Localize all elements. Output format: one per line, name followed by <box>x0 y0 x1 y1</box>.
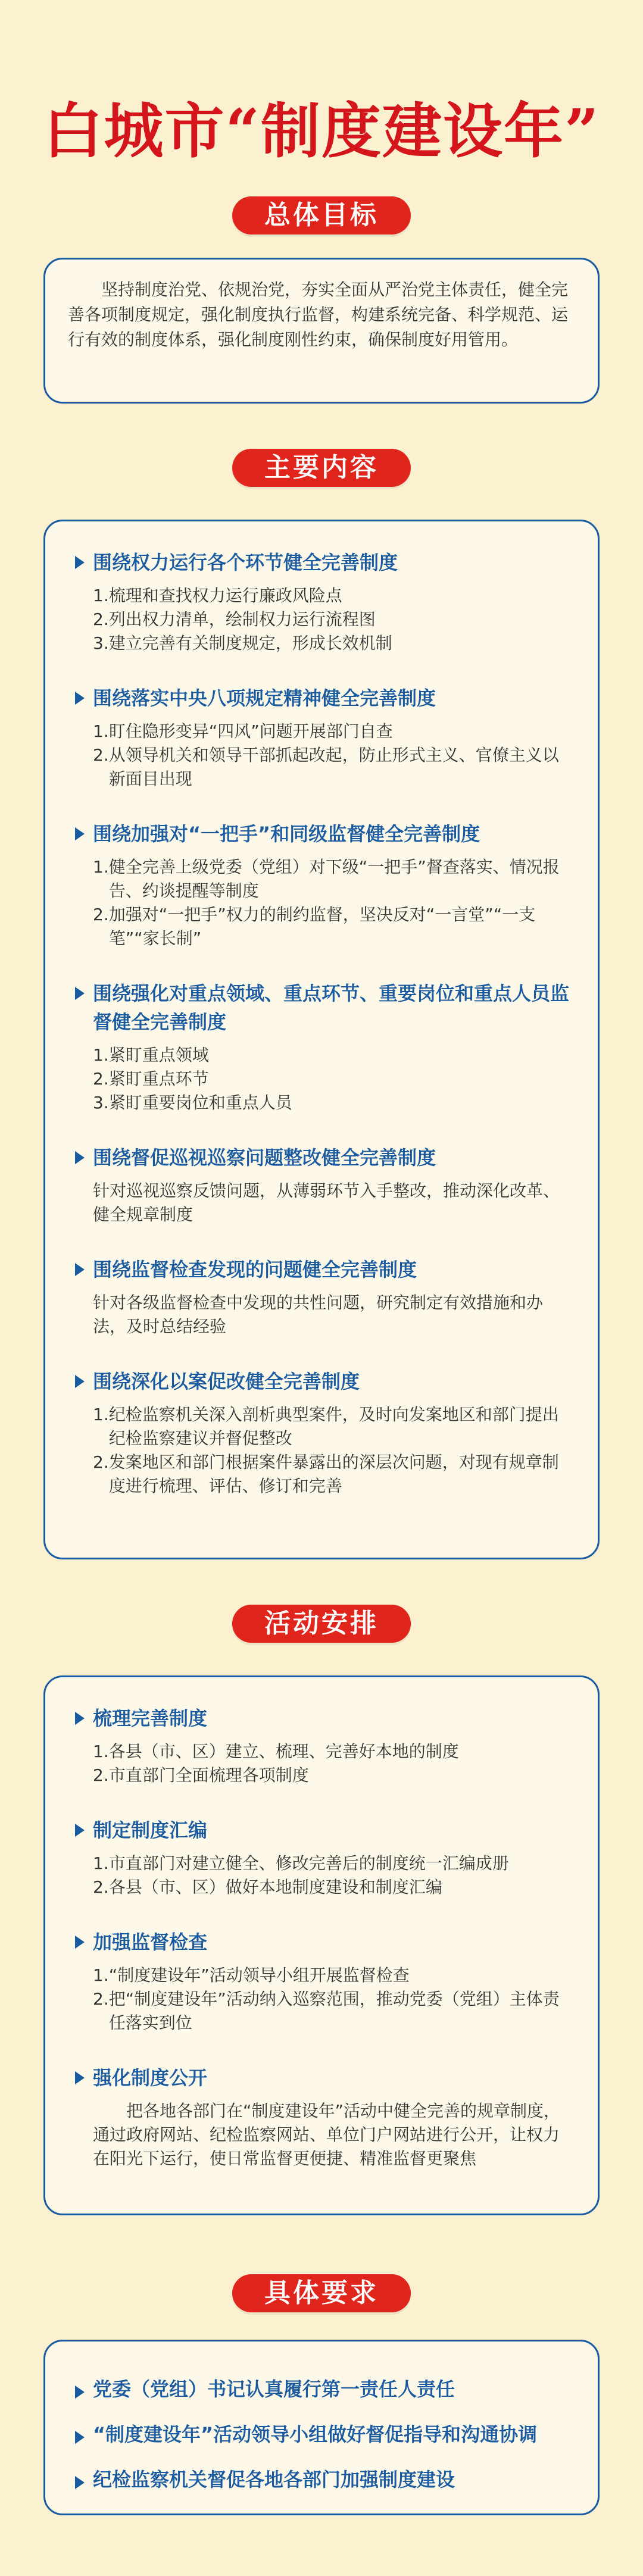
item-number: 1. <box>93 1045 109 1065</box>
activities-card <box>43 1675 600 2215</box>
list-item <box>93 743 571 791</box>
item-text: “制度建设年”活动领导小组开展监督检查 <box>108 1965 410 1985</box>
requirement-text: 党委（党组）书记认真履行第一责任人责任 <box>93 2378 455 2400</box>
section-heading <box>75 1255 571 1284</box>
section-heading <box>75 1928 571 1956</box>
item-number: 1. <box>93 857 109 877</box>
content-heading-badge: 主要内容 <box>232 449 411 487</box>
section <box>75 2064 571 2171</box>
triangle-bullet-icon <box>75 692 85 705</box>
section <box>75 684 571 791</box>
triangle-bullet-icon <box>75 2476 85 2489</box>
triangle-bullet-icon <box>75 1375 85 1388</box>
section-body <box>75 855 571 951</box>
item-text: 紧盯重要岗位和重点人员 <box>108 1093 292 1112</box>
triangle-bullet-icon <box>75 1824 85 1837</box>
section-body <box>75 1852 571 1899</box>
item-text: 纪检监察机关深入剖析典型案件，及时向发案地区和部门提出纪检监察建议并督促整改 <box>108 1405 559 1448</box>
requirements-heading-badge: 具体要求 <box>232 2274 411 2312</box>
section-title: 围绕权力运行各个环节健全完善制度 <box>93 551 398 574</box>
section-paragraph: 把各地各部门在“制度建设年”活动中健全完善的规章制度，通过政府网站、纪检监察网站、单位门户网站进行公开，让权力在阳光下运行，使日常监督更便捷、精准监督更聚焦 <box>93 2101 561 2168</box>
item-number: 2. <box>93 1877 109 1897</box>
section <box>75 820 571 951</box>
list-item <box>93 632 571 655</box>
list-item <box>93 1852 571 1875</box>
list-item <box>93 720 571 743</box>
triangle-bullet-icon <box>75 2431 85 2444</box>
item-number: 1. <box>93 586 109 605</box>
section-title: 强化制度公开 <box>93 2067 208 2089</box>
item-number: 2. <box>93 1989 109 2009</box>
goal-text: 坚持制度治党、依规治党，夯实全面从严治党主体责任，健全完善各项制度规定，强化制度执行监督，构建系统完备、科学规范、运行有效的制度体系，强化制度刚性约束，确保制度好用管用。 <box>68 280 569 349</box>
section-heading <box>75 1367 571 1396</box>
section-body <box>75 584 571 655</box>
requirement-item <box>75 2456 571 2501</box>
section <box>75 1928 571 2035</box>
section-title: 制定制度汇编 <box>93 1819 208 1842</box>
item-text: 发案地区和部门根据案件暴露出的深层次问题，对现有规章制度进行梳理、评估、修订和完善 <box>108 1452 559 1496</box>
item-number: 1. <box>93 1742 109 1761</box>
item-text: 健全完善上级党委（党组）对下级“一把手”督查落实、情况报告、约谈提醒等制度 <box>108 857 560 901</box>
list-item <box>93 1740 571 1764</box>
list-item <box>93 1987 571 2035</box>
section-heading <box>75 684 571 712</box>
section-heading <box>75 1816 571 1845</box>
list-item <box>93 1450 571 1498</box>
item-text: 各县（市、区）做好本地制度建设和制度汇编 <box>108 1877 442 1897</box>
item-text: 针对各级监督检查中发现的共性问题，研究制定有效措施和办法，及时总结经验 <box>93 1293 544 1336</box>
item-text: 各县（市、区）建立、梳理、完善好本地的制度 <box>108 1742 459 1761</box>
item-number: 2. <box>93 609 109 629</box>
section-body <box>75 1964 571 2035</box>
list-item <box>93 1091 571 1115</box>
list-item <box>93 1964 571 1987</box>
list-item <box>93 855 571 903</box>
triangle-bullet-icon <box>75 827 85 840</box>
requirement-text: 纪检监察机关督促各地各部门加强制度建设 <box>93 2468 455 2491</box>
item-number: 3. <box>93 633 109 653</box>
list-item <box>93 903 571 951</box>
list-item <box>93 1067 571 1091</box>
item-text: 从领导机关和领导干部抓起改起，防止形式主义、官僚主义以新面目出现 <box>108 745 559 789</box>
section <box>75 1143 571 1227</box>
section-title: 加强监督检查 <box>93 1931 208 1953</box>
content-card <box>43 520 600 1559</box>
triangle-bullet-icon <box>75 1151 85 1164</box>
list-item <box>93 1043 571 1067</box>
item-number: 1. <box>93 1853 109 1873</box>
section-body <box>75 2099 571 2171</box>
triangle-bullet-icon <box>75 987 85 1000</box>
section <box>75 1816 571 1899</box>
section-body <box>75 1403 571 1498</box>
list-item <box>93 1179 571 1227</box>
section-title: 围绕督促巡视巡察问题整改健全完善制度 <box>93 1146 436 1169</box>
item-text: 梳理和查找权力运行廉政风险点 <box>108 586 342 605</box>
item-text: 市直部门全面梳理各项制度 <box>108 1765 309 1785</box>
item-number: 2. <box>93 905 109 924</box>
section <box>75 1704 571 1787</box>
item-number: 2. <box>93 1452 109 1472</box>
section-heading <box>75 548 571 577</box>
list-item <box>93 1291 571 1339</box>
goal-card <box>43 258 600 404</box>
activities-heading-badge: 活动安排 <box>232 1605 411 1643</box>
item-text: 列出权力清单，绘制权力运行流程图 <box>108 609 376 629</box>
triangle-bullet-icon <box>75 1712 85 1725</box>
item-number: 2. <box>93 745 109 765</box>
section <box>75 548 571 655</box>
item-text: 紧盯重点领域 <box>108 1045 209 1065</box>
section-body <box>75 1179 571 1227</box>
triangle-bullet-icon <box>75 1936 85 1949</box>
section-body <box>75 1740 571 1787</box>
triangle-bullet-icon <box>75 556 85 569</box>
section-heading <box>75 1704 571 1733</box>
goal-heading-badge: 总体目标 <box>232 196 411 235</box>
item-number: 3. <box>93 1093 109 1112</box>
item-number: 1. <box>93 1965 109 1985</box>
list-item <box>93 1875 571 1899</box>
section-title: 围绕深化以案促改健全完善制度 <box>93 1370 360 1393</box>
item-text: 针对巡视巡察反馈问题，从薄弱环节入手整改，推动深化改革、健全规章制度 <box>93 1181 560 1224</box>
list-item <box>93 1403 571 1450</box>
item-number: 1. <box>93 1405 109 1424</box>
section-heading <box>75 2064 571 2092</box>
item-text: 建立完善有关制度规定，形成长效机制 <box>108 633 392 653</box>
section-title: 梳理完善制度 <box>93 1707 208 1730</box>
item-text: 紧盯重点环节 <box>108 1069 209 1089</box>
section-title: 围绕强化对重点领域、重点环节、重要岗位和重点人员监督健全完善制度 <box>93 982 570 1033</box>
requirements-card <box>43 2340 600 2515</box>
section-title: 围绕落实中央八项规定精神健全完善制度 <box>93 687 436 709</box>
triangle-bullet-icon <box>75 1263 85 1276</box>
list-item <box>93 584 571 608</box>
section-heading <box>75 1143 571 1172</box>
item-number: 2. <box>93 1765 109 1785</box>
page-title: 白城市“制度建设年” <box>43 96 600 166</box>
section-body <box>75 1291 571 1339</box>
section-heading <box>75 820 571 848</box>
section-body <box>75 720 571 791</box>
section-body <box>75 1043 571 1115</box>
requirement-item <box>75 2411 571 2456</box>
list-item <box>93 1764 571 1787</box>
section-title: 围绕加强对“一把手”和同级监督健全完善制度 <box>93 823 480 845</box>
item-text: 把“制度建设年”活动纳入巡察范围，推动党委（党组）主体责任落实到位 <box>108 1989 560 2033</box>
requirement-text: “制度建设年”活动领导小组做好督促指导和沟通协调 <box>93 2423 538 2446</box>
triangle-bullet-icon <box>75 2386 85 2399</box>
requirement-item <box>75 2365 571 2411</box>
item-number: 1. <box>93 721 109 741</box>
item-number: 2. <box>93 1069 109 1089</box>
item-text: 市直部门对建立健全、修改完善后的制度统一汇编成册 <box>108 1853 509 1873</box>
list-item <box>93 608 571 632</box>
triangle-bullet-icon <box>75 2071 85 2084</box>
item-text: 加强对“一把手”权力的制约监督，坚决反对“一言堂”“一支笔”“家长制” <box>108 905 536 948</box>
section <box>75 979 571 1115</box>
section <box>75 1367 571 1498</box>
section-heading <box>75 979 571 1036</box>
item-text: 盯住隐形变异“四风”问题开展部门自查 <box>108 721 393 741</box>
section <box>75 1255 571 1339</box>
section-title: 围绕监督检查发现的问题健全完善制度 <box>93 1258 417 1281</box>
